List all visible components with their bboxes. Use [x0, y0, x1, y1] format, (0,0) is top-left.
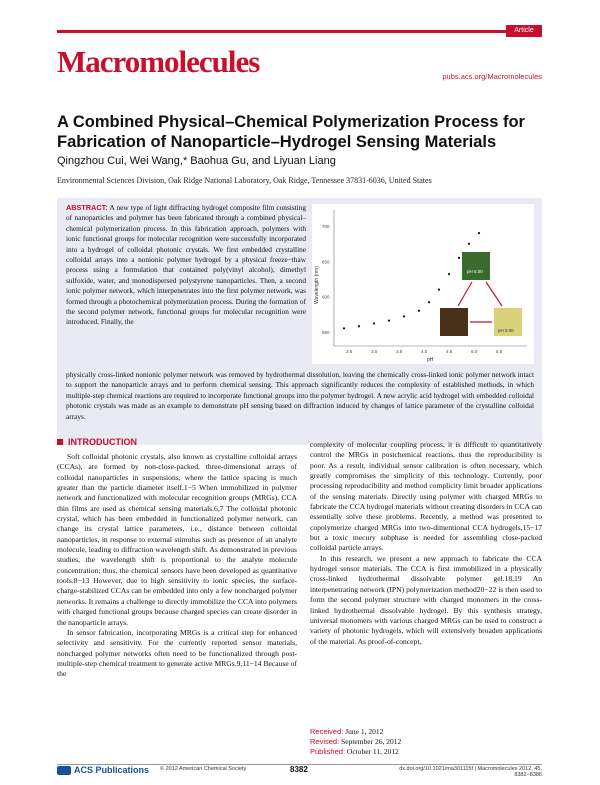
y-tick-label: 600	[322, 294, 330, 300]
intro-paragraph-3: complexity of molecular coupling process, it is difficult to quantitatively control the MRGs in postchemical reactions, thus the reproducibility is poor. As a result, individual sensor calibration is often necessary, which greatly compromises the simplicity of this technology. Currently, poor processing reproducibility and method complicity limit broader applications of the sensing materials. Directly using polymer with charged MRGs to fabricate the CCA hydrogel materials without creating disorders in CCA can essentially solve these problems. Recently, a method was presented to copolymerize charged MRGs into two-dimentional CCA hydrogels,15−17 but a toxic mecury subphase is needed for assembling close-packed colloidal particle arrays.	[310, 440, 542, 553]
revised-label: Revised:	[310, 737, 340, 746]
x-tick-label: 3.0	[371, 349, 378, 354]
toc-box1-label: pH 6.00	[467, 269, 483, 274]
toc-box2-label: pH 8.00	[498, 328, 514, 333]
x-tick-label: 4.0	[421, 349, 428, 354]
intro-paragraph-1: Soft colloidal photonic crystals, also known as crystalline colloidal arrays (CCAs), are formed by non-close-packed, three-dimensional arrays of colloidal nanoparticles in suspensions, where the lattice spacing is much greater than the particle diameter itself.1−5 When immobilized in polymer network and functionalized with molecular recognition groups (MRGs), CCA thin films are used as chemical sensing materials.6,7 The colloidal photonic crystal, which has been embedded in functionalized polymer network, can change its crystal lattice parameters, i.e., distance between colloidal nanoparticles, in response to external stimulus such as presence of an analyte molecule, leading to diffraction wavelength shift. As demonstrated in previous studies, the wavelength shift is proportional to the analyte molecule concentration; thus, the chemical sensors have been developed as quantitative tools.8−13 However, due to high sensitivity to ionic species, the surface-charge-stabilized CCAs can be embedded into only a few noncharged polymer networks. It remains a challenge to directly immobilize the CCA into polymers with charged functional groups because charged species can create disorder in the nanoparticle arrays.	[57, 452, 297, 627]
y-tick-label: 700	[322, 224, 330, 230]
acs-logo-icon	[57, 766, 71, 775]
toc-ylabel: Wavelength (nm)	[314, 266, 320, 304]
x-tick-label: 3.5	[396, 349, 403, 354]
data-point	[428, 301, 430, 303]
toc-xlabel: pH	[427, 357, 434, 363]
page-number: 8382	[290, 765, 308, 774]
x-tick-label: 2.5	[346, 349, 353, 354]
data-point	[468, 243, 470, 245]
data-point	[448, 273, 450, 275]
section-marker-icon	[57, 439, 63, 445]
x-tick-label: 4.5	[446, 349, 453, 354]
toc-chart	[312, 204, 534, 364]
toc-sample-brown	[440, 308, 468, 336]
abstract-label: ABSTRACT:	[66, 203, 108, 212]
abstract-body-1: A new type of light diffracting hydrogel composite film consisting of nanoparticles and polymer has been fabricated through a combined physical–chemical polymerization process. In this fabrication approach, polymers with ionic functional groups for molecular recognition were successfully incorporated into a hydrogel of colloidal photonic crystals. We first embedded crystalline colloidal arrays into a nonionic polymer hydrogel by a physical freeze−thaw process using a formulation that contained poly(vinyl alcohol), dimethyl sulfoxide, water, and monodispersed polystyrene nanoparticles. Then, a second ionic polymer network, which interpenetrates into the first polymer network, was formed through a photochemical polymerization process. During the formation of the second polymer network, functional groups for molecular recognition were introduced. Finally, the	[66, 203, 307, 327]
data-point	[358, 325, 360, 327]
publication-dates	[310, 727, 401, 757]
journal-logo: Macromolecules	[57, 44, 260, 79]
publisher-logo[interactable]	[57, 765, 149, 775]
introduction-heading-text: INTRODUCTION	[68, 437, 137, 447]
toc-arrow-1	[458, 282, 472, 306]
revised-date: September 26, 2012	[341, 737, 402, 746]
received-label: Received:	[310, 727, 344, 736]
header-rule	[57, 30, 542, 33]
data-point	[403, 315, 405, 317]
copyright: © 2012 American Chemical Society	[160, 766, 247, 772]
published-date: October 11, 2012	[346, 747, 399, 756]
data-point	[458, 257, 460, 259]
introduction-heading	[57, 437, 137, 447]
doi-citation[interactable]: dx.doi.org/10.1021/ma301115f | Macromolecules 2012, 45, 8382−8386	[399, 766, 542, 778]
published-label: Published:	[310, 747, 346, 756]
data-point	[343, 327, 345, 329]
toc-graphic	[312, 204, 534, 364]
left-column	[57, 452, 297, 680]
data-point	[478, 232, 480, 234]
affiliation: Environmental Sciences Division, Oak Ridge National Laboratory, Oak Ridge, Tennessee 37831-6036, United States	[57, 176, 432, 185]
received-date: June 1, 2012	[345, 727, 384, 736]
abstract-text-part2: physically cross-linked nonionic polymer network was removed by hydrothermal dissolution, leaving the chemically cross-linked ionic polymer network intact to support the nanoparticle arrays and to perform chemical sensing. This approach significantly reduces the complexity of established methods, in which multiple-step chemical reactions are required to incorporate functional groups into the polymer hydrogel. A new acrylic acid hydrogel with embedded colloidal photonic crystals was made as an example to demonstrate pH sensing based on diffraction induced by changes of lattice parameter of the crystalline colloidal arrays.	[66, 370, 534, 421]
author-list: Qingzhou Cui, Wei Wang,* Baohua Gu, and Liyuan Liang	[57, 155, 336, 167]
article-type-badge: Article	[506, 25, 542, 37]
intro-paragraph-2: In sensor fabrication, incorporating MRGs is a critical step for enhanced selectivity and sensitivity. For the currently reported sensor materials, noncharged polymer networks often need to be functionalized through post-multiple-step chemical treatment to generate active MRGs.9,11−14 Because of the	[57, 627, 297, 679]
data-point	[418, 310, 420, 312]
intro-paragraph-4: In this research, we present a new approach to fabricate the CCA hydrogel sensor materials. The CCA is first immobilized in a physically cross-linked hydrothermal dissolvable polymer gel.18,19 An interpenetrating network (IPN) polymerization method20−22 is then used to form the second polymer structure with charged monomers in the cross-linked hydrothermal dissolvable hydrogel. By this synthesis strategy, universal monomers with various charged MRGs can be used to construct a variety of photonic hydrogels, which will extensively broaden applications of the material. As proof-of-concept,	[310, 553, 542, 646]
toc-arrow-2	[486, 282, 502, 306]
x-tick-label: 5.5	[496, 349, 503, 354]
data-point	[373, 322, 375, 324]
toc-sample-green	[462, 252, 490, 280]
article-title: A Combined Physical–Chemical Polymerization Process for Fabrication of Nanoparticle–Hydrogel Sensing Materials	[57, 113, 525, 151]
publisher-name: ACS Publications	[74, 765, 150, 775]
y-tick-label: 650	[322, 259, 330, 265]
x-tick-label: 5.0	[471, 349, 478, 354]
data-point	[388, 320, 390, 322]
journal-url[interactable]: pubs.acs.org/Macromolecules	[442, 72, 542, 81]
right-column	[310, 440, 542, 647]
y-tick-label: 550	[322, 329, 330, 335]
abstract-text-part1	[66, 203, 306, 328]
data-point	[438, 288, 440, 290]
